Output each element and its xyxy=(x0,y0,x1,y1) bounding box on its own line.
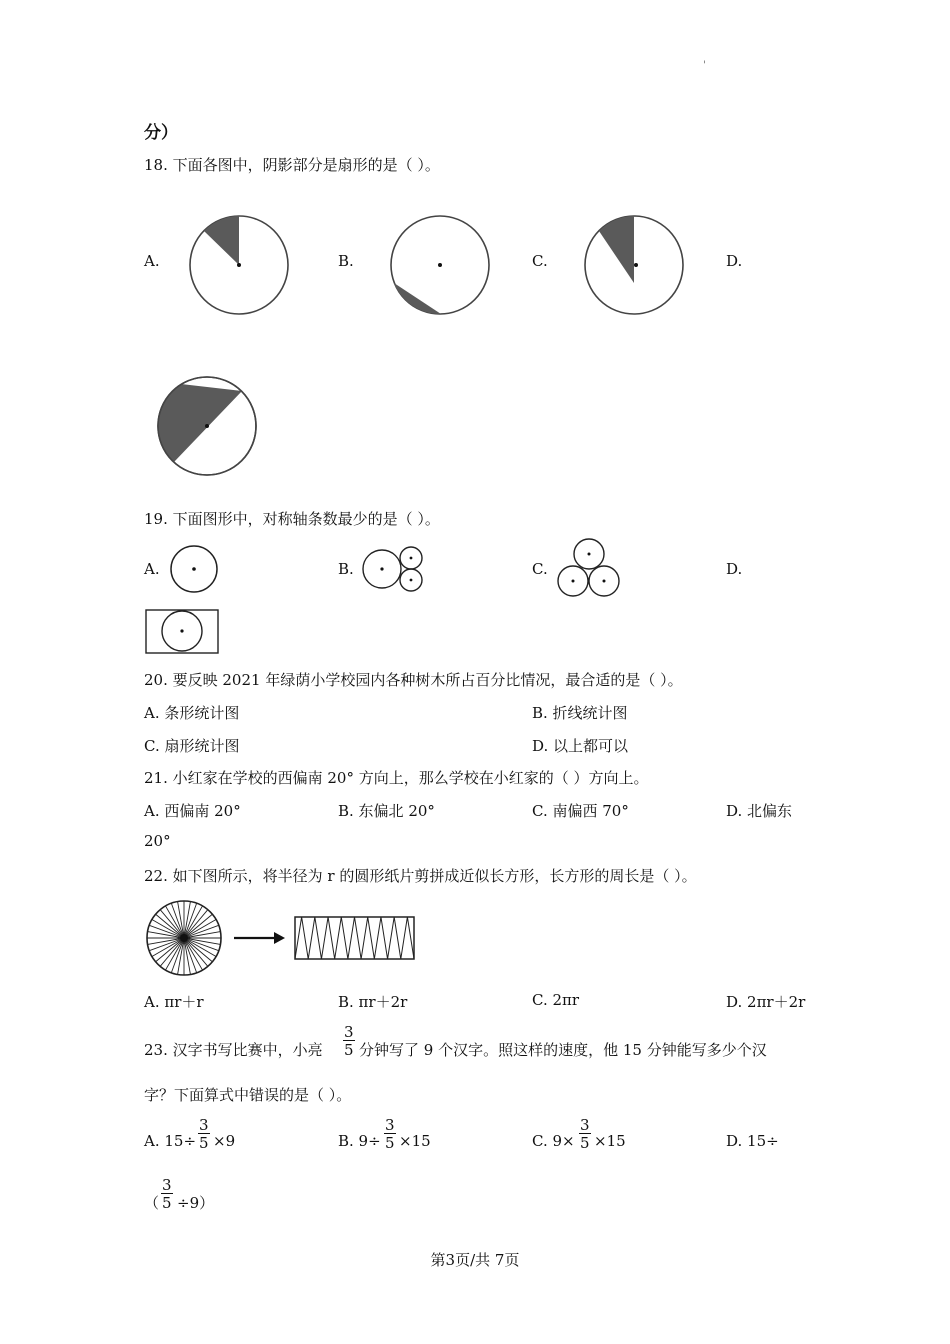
q22-sector-circle-figure xyxy=(145,899,225,979)
fraction-denominator: 5 xyxy=(199,1134,209,1152)
q19-option-a-label[interactable]: A. xyxy=(144,560,160,578)
q23-option-c-fraction xyxy=(579,1118,591,1151)
fraction-denominator: 5 xyxy=(580,1134,590,1152)
q22-rectangle-figure xyxy=(294,916,416,961)
q21-option-d-wrap: 20° xyxy=(144,832,171,850)
q18-option-b-figure xyxy=(389,214,491,316)
q20-option-a[interactable]: A. 条形统计图 xyxy=(144,704,240,722)
q21-option-c[interactable]: C. 南偏西 70° xyxy=(532,802,629,820)
q23-option-d-line2-post: ÷9） xyxy=(177,1194,215,1212)
arrow-right-icon xyxy=(232,930,286,946)
page-footer: 第3页/共 7页 xyxy=(430,1251,520,1269)
q18-option-d-label[interactable]: D. xyxy=(726,252,743,270)
q20-option-c[interactable]: C. 扇形统计图 xyxy=(144,737,240,755)
q18-option-b-label[interactable]: B. xyxy=(338,252,354,270)
q23-option-b-fraction xyxy=(384,1118,396,1151)
fraction-denominator: 5 xyxy=(344,1041,354,1059)
q18-option-d-figure xyxy=(156,376,258,478)
q23-option-b[interactable] xyxy=(338,1132,381,1150)
section-tail: 分） xyxy=(144,123,178,143)
fraction-numerator: 3 xyxy=(162,1176,172,1194)
q21-option-d[interactable]: D. 北偏东 xyxy=(726,802,793,820)
q18-option-a-figure xyxy=(189,214,291,316)
q19-option-b-label[interactable]: B. xyxy=(338,560,354,578)
q23-option-a-fraction xyxy=(198,1118,210,1151)
q22-option-d[interactable]: D. 2πr＋2r xyxy=(726,993,806,1011)
q23-option-d-line2-pre: （ xyxy=(144,1194,160,1212)
fraction-numerator: 3 xyxy=(344,1023,354,1041)
fraction-numerator: 3 xyxy=(199,1116,209,1134)
q19-option-a-figure xyxy=(170,545,220,595)
q22-option-a[interactable]: A. πr＋r xyxy=(144,993,204,1011)
q23-option-b-pre: B. 9÷ xyxy=(338,1132,381,1150)
q19-option-c-label[interactable]: C. xyxy=(532,560,548,578)
q22-option-c[interactable]: C. 2πr xyxy=(532,991,580,1009)
q18-option-a-label[interactable]: A. xyxy=(144,252,160,270)
fraction-numerator: 3 xyxy=(385,1116,395,1134)
question-23-stem-prefix: 23. 汉字书写比赛中，小亮 xyxy=(144,1041,323,1059)
q20-option-b[interactable]: B. 折线统计图 xyxy=(532,704,628,722)
question-23-stem-line2: 字？下面算式中错误的是（ ）。 xyxy=(144,1086,352,1104)
q21-option-b[interactable]: B. 东偏北 20° xyxy=(338,802,435,820)
question-22-stem: 22. 如下图所示，将半径为 r 的圆形纸片剪拼成近似长方形，长方形的周长是（ ）。 xyxy=(144,867,697,885)
q19-option-d-label[interactable]: D. xyxy=(726,560,743,578)
fraction-denominator: 5 xyxy=(385,1134,395,1152)
q20-option-d[interactable]: D. 以上都可以 xyxy=(532,737,629,755)
question-20-stem: 20. 要反映 2021 年绿荫小学校园内各种树木所占百分比情况，最合适的是（ ）。 xyxy=(144,671,683,689)
q23-stem-fraction xyxy=(343,1025,355,1058)
q22-option-b[interactable]: B. πr＋2r xyxy=(338,993,408,1011)
q19-option-d-figure xyxy=(145,609,221,655)
question-23-stem-suffix: 分钟写了 9 个汉字。照这样的速度，他 15 分钟能写多少个汉 xyxy=(359,1041,767,1059)
fraction-numerator: 3 xyxy=(580,1116,590,1134)
q23-option-d-fraction xyxy=(161,1178,173,1211)
q23-option-c-post: ×15 xyxy=(594,1132,626,1150)
header-mark: ' xyxy=(703,60,706,71)
question-19-stem: 19. 下面图形中，对称轴条数最少的是（ ）。 xyxy=(144,510,440,528)
q23-option-a[interactable] xyxy=(144,1132,196,1150)
q19-option-b-figure xyxy=(361,545,427,595)
q23-option-a-pre: A. 15÷ xyxy=(144,1132,197,1150)
q23-option-c[interactable] xyxy=(532,1132,575,1150)
q23-option-a-post: ×9 xyxy=(213,1132,236,1150)
q23-option-c-pre: C. 9× xyxy=(532,1132,575,1150)
q23-option-b-post: ×15 xyxy=(399,1132,431,1150)
q23-option-d[interactable]: D. 15÷ xyxy=(726,1132,779,1150)
fraction-denominator: 5 xyxy=(162,1194,172,1212)
q19-option-c-figure xyxy=(555,538,623,600)
question-21-stem: 21. 小红家在学校的西偏南 20° 方向上，那么学校在小红家的（ ）方向上。 xyxy=(144,769,649,787)
q21-option-a[interactable]: A. 西偏南 20° xyxy=(144,802,241,820)
q18-option-c-figure xyxy=(584,214,686,316)
q18-option-c-label[interactable]: C. xyxy=(532,252,548,270)
question-18-stem: 18. 下面各图中，阴影部分是扇形的是（ ）。 xyxy=(144,156,440,174)
